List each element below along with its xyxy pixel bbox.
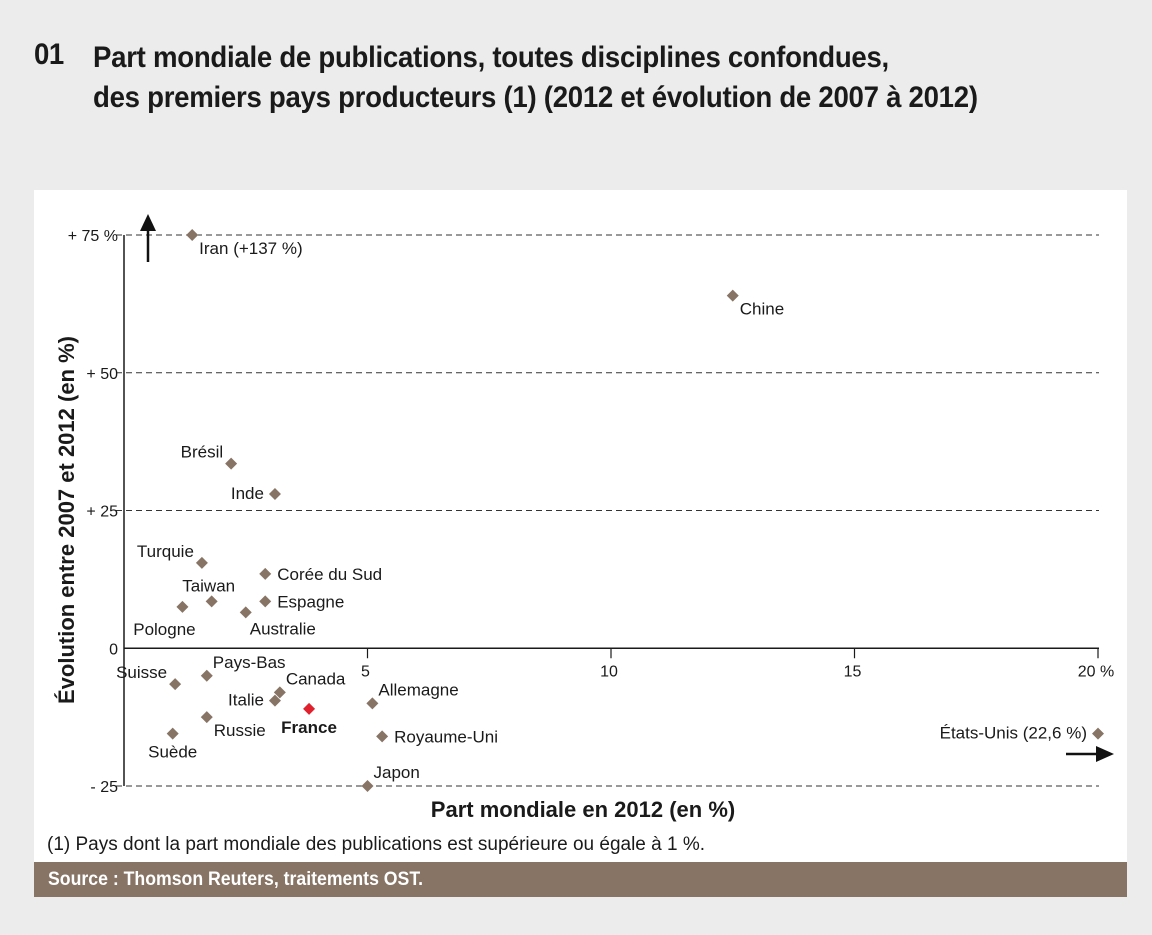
source-bar — [34, 862, 1127, 897]
point-suisse — [169, 678, 181, 690]
y-tick-label: 0 — [109, 641, 118, 659]
point-espagne — [259, 595, 271, 607]
point-label-etats-unis-22-6: États-Unis (22,6 %) — [939, 723, 1087, 743]
point-label-chine: Chine — [739, 299, 785, 319]
point-label-canada: Canada — [285, 669, 346, 689]
y-axis-label: Évolution entre 2007 et 2012 (en %) — [54, 335, 79, 705]
point-label-suisse: Suisse — [116, 663, 168, 683]
x-tick-label: 10 — [600, 663, 618, 681]
x-tick-label: 5 — [361, 663, 370, 681]
chart-number: 01 — [34, 38, 64, 71]
y-tick-label: + 50 — [86, 365, 118, 383]
chart-title-line-2: des premiers pays producteurs (1) (2012 et évolution de 2007 à 2012) — [93, 81, 978, 114]
y-tick-label: + 25 — [86, 503, 118, 521]
point-label-bresil: Brésil — [180, 442, 224, 462]
chart-title-text — [93, 38, 1087, 118]
point-label-inde: Inde — [230, 483, 264, 503]
y-tick-label: + 75 % — [67, 228, 118, 245]
point-etats-unis-22-6 — [1092, 728, 1104, 740]
point-label-russie: Russie — [213, 721, 266, 741]
point-suede — [167, 728, 179, 740]
point-chine — [727, 290, 739, 302]
point-pays-bas — [201, 670, 213, 682]
scatter-chart — [34, 190, 1127, 862]
point-label-royaume-uni: Royaume-Uni — [394, 727, 499, 747]
chart-title-line-1: Part mondiale de publications, toutes disciplines confondues, — [93, 41, 889, 74]
point-russie — [201, 711, 213, 723]
point-label-turquie: Turquie — [136, 541, 194, 561]
x-axis-label: Part mondiale en 2012 (en %) — [430, 797, 736, 822]
x-tick-labels — [361, 663, 1114, 680]
y-tick-label: - 25 — [90, 779, 118, 796]
point-france — [303, 703, 315, 715]
footnote: (1) Pays dont la part mondiale des publications est supérieure ou égale à 1 %. — [47, 834, 706, 855]
point-label-pays-bas: Pays-Bas — [212, 652, 286, 672]
point-japon — [362, 780, 374, 792]
point-turquie — [196, 557, 208, 569]
point-royaume-uni — [376, 730, 388, 742]
x-tick-label: 20 % — [1077, 663, 1115, 681]
point-label-taiwan: Taiwan — [182, 576, 236, 596]
point-label-france: France — [281, 717, 337, 737]
point-label-japon: Japon — [373, 763, 420, 782]
point-inde — [269, 488, 281, 500]
point-label-italie: Italie — [228, 690, 264, 710]
point-australie — [240, 606, 252, 618]
point-label-iran-137: Iran (+137 %) — [199, 239, 303, 258]
point-label-espagne: Espagne — [277, 592, 345, 612]
point-taiwan — [206, 595, 218, 607]
point-label-pologne: Pologne — [133, 619, 196, 639]
point-coree-du-sud — [259, 568, 271, 580]
point-label-suede: Suède — [148, 742, 198, 762]
chart-panel — [34, 190, 1127, 862]
off-scale-right-arrow-icon — [1066, 746, 1114, 762]
point-label-australie: Australie — [249, 619, 316, 639]
point-bresil — [225, 458, 237, 470]
point-label-coree-du-sud: Corée du Sud — [277, 564, 383, 584]
point-pologne — [176, 601, 188, 613]
point-label-allemagne: Allemagne — [378, 680, 459, 700]
point-iran-137 — [186, 229, 198, 241]
point-allemagne — [366, 697, 378, 709]
source-text: Source : Thomson Reuters, traitements OST. — [48, 869, 424, 890]
off-scale-up-arrow-icon — [140, 214, 156, 262]
x-tick-label: 15 — [843, 663, 862, 681]
